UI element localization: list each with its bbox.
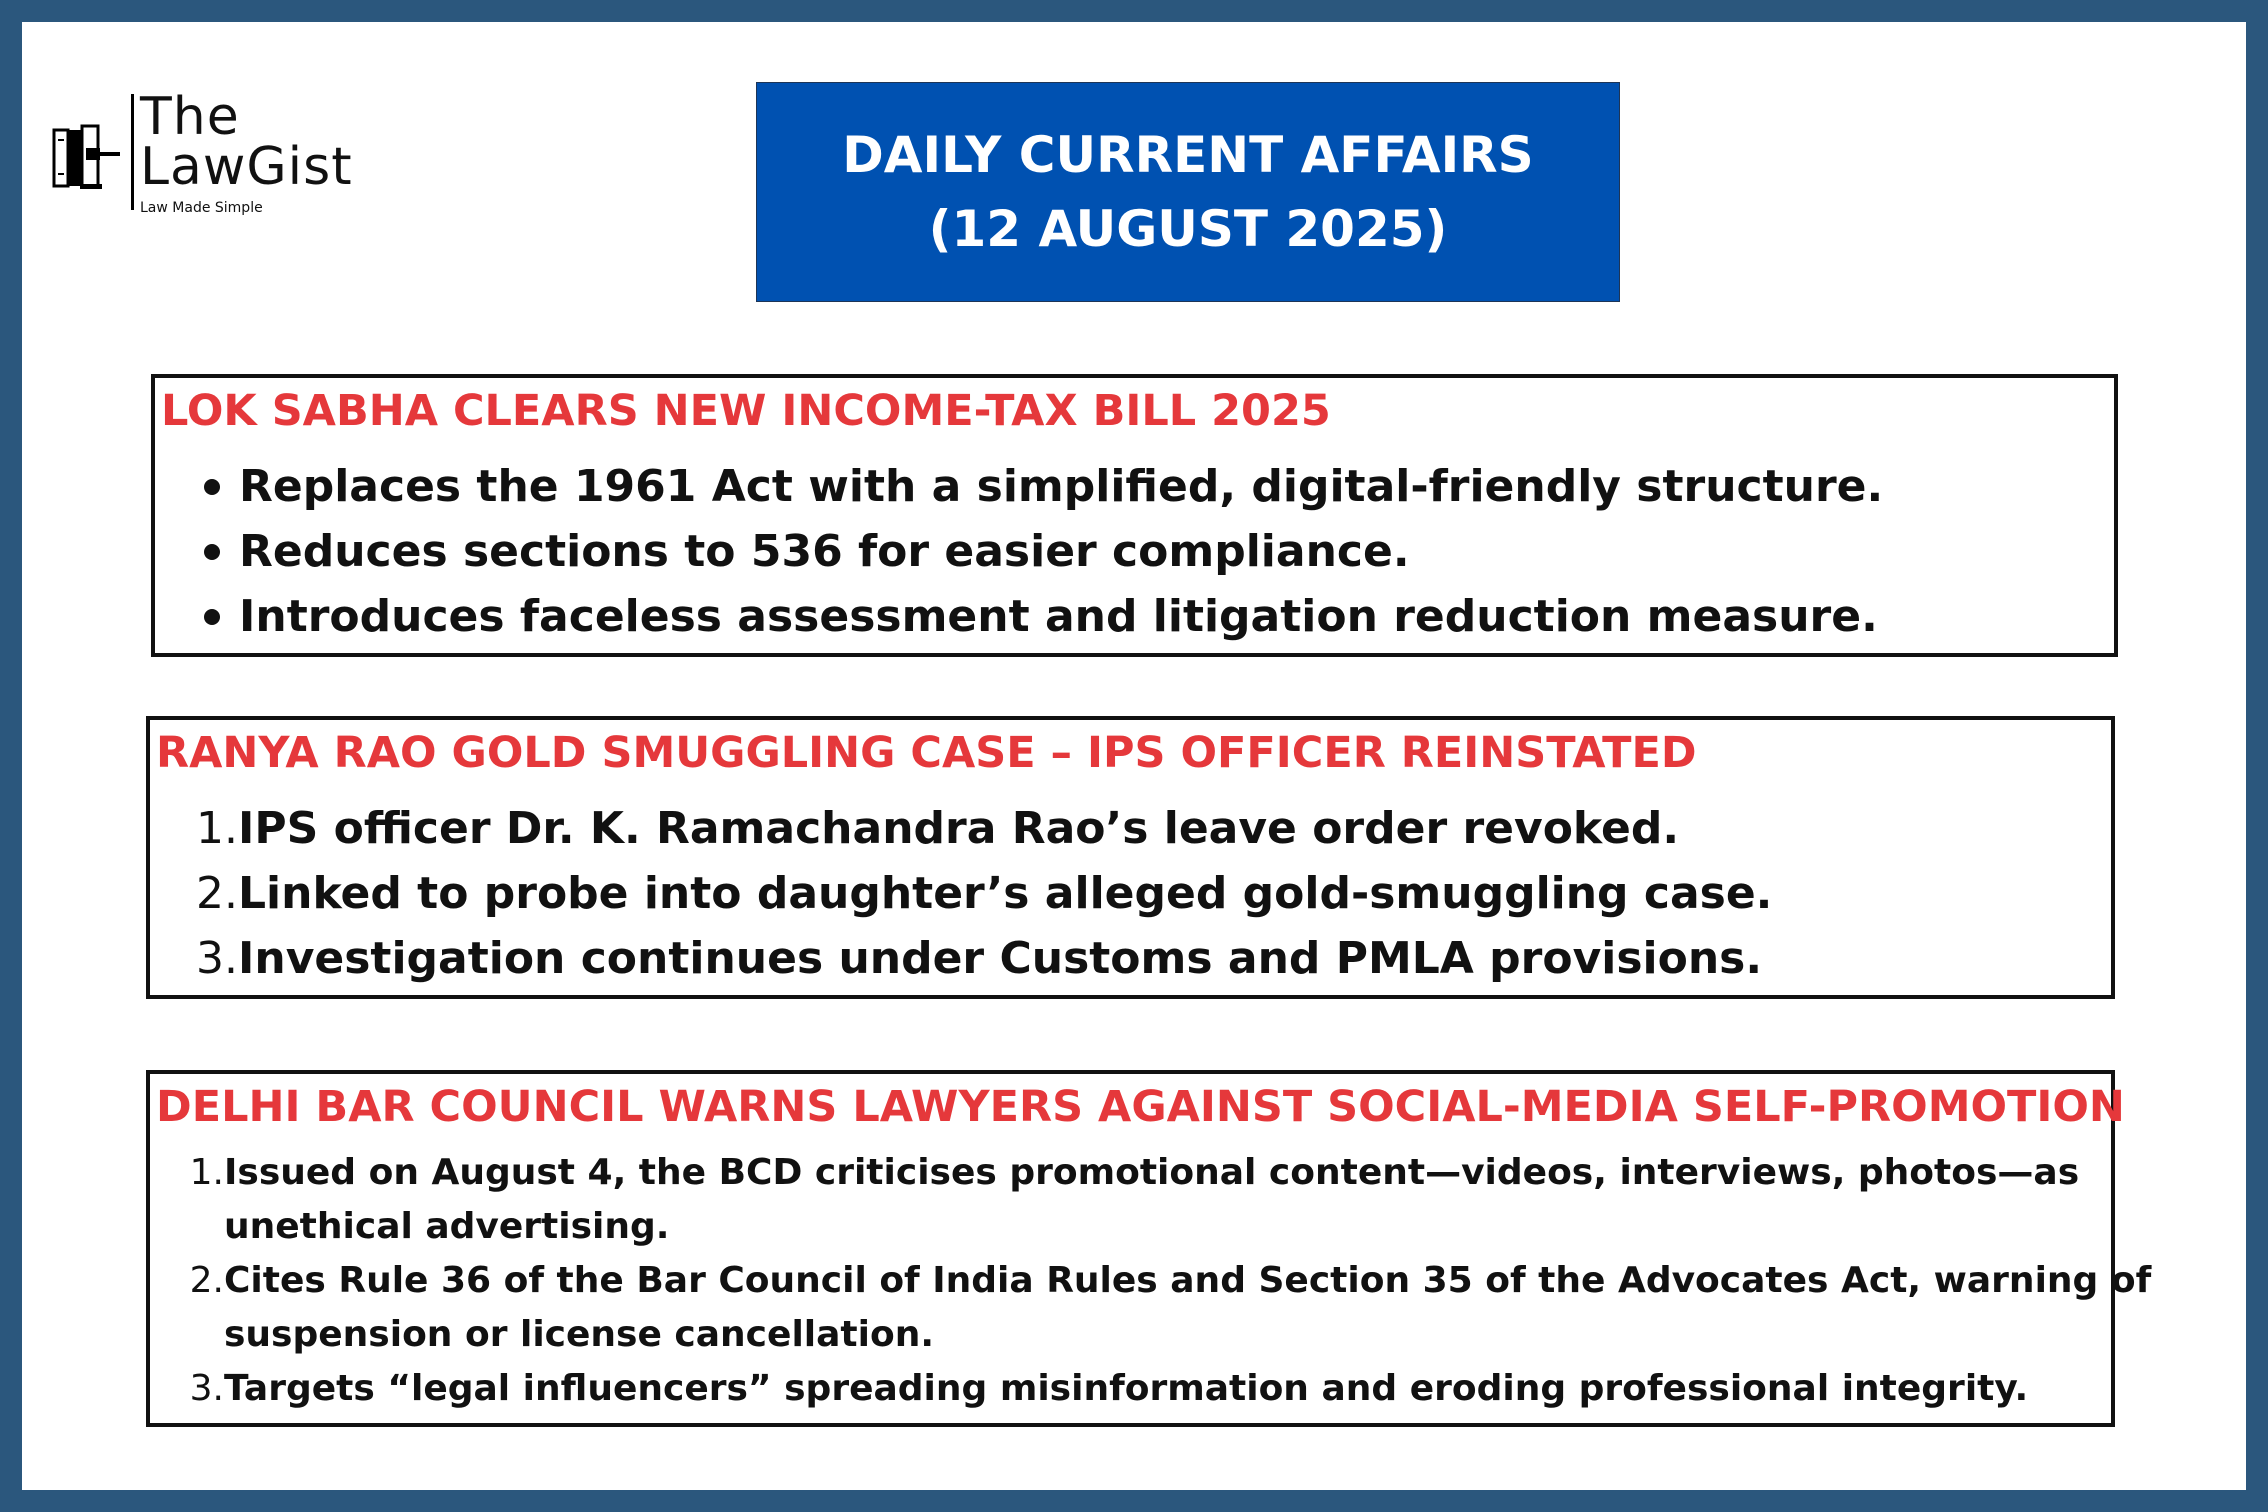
news-title: LOK SABHA CLEARS NEW INCOME-TAX BILL 2025 <box>161 386 1331 436</box>
brand-name-line1: The <box>140 87 240 147</box>
news-title: DELHI BAR COUNCIL WARNS LAWYERS AGAINST SOCIAL-MEDIA SELF-PROMOTION <box>156 1082 2125 1132</box>
law-book-gavel-icon <box>50 122 122 192</box>
brand-tagline: Law Made Simple <box>140 200 263 216</box>
list-number: 3. <box>196 933 238 984</box>
banner-date: (12 AUGUST 2025) <box>928 200 1448 258</box>
news-card-bar-council <box>146 1070 2152 1427</box>
list-item-text: Linked to probe into daughter’s alleged gold-smuggling case. <box>238 868 1773 919</box>
bullet-icon <box>204 544 220 560</box>
brand-logo <box>50 87 380 222</box>
news-title: RANYA RAO GOLD SMUGGLING CASE – IPS OFFICER REINSTATED <box>156 728 1697 778</box>
list-number: 3. <box>189 1368 224 1409</box>
list-number: 1. <box>189 1152 224 1193</box>
list-item-text: Introduces faceless assessment and litigation reduction measure. <box>239 591 1878 642</box>
list-item-text-line: Cites Rule 36 of the Bar Council of India Rules and Section 35 of the Advocates Act, warning of <box>224 1260 2152 1301</box>
list-item-text-line: Issued on August 4, the BCD criticises promotional content—videos, interviews, photos—as <box>224 1152 2080 1193</box>
list-item-text: Replaces the 1961 Act with a simplified, digital-friendly structure. <box>239 461 1884 512</box>
brand-name <box>140 87 353 197</box>
news-card-gold-smuggling <box>146 716 2115 999</box>
bullet-icon <box>204 479 220 495</box>
list-item-text: IPS officer Dr. K. Ramachandra Rao’s leave order revoked. <box>238 803 1680 854</box>
title-banner <box>756 82 1620 302</box>
list-item-text: Investigation continues under Customs and PMLA provisions. <box>238 933 1763 984</box>
brand-name-line2: LawGist <box>140 137 353 197</box>
list-item-text-line: suspension or license cancellation. <box>224 1314 934 1355</box>
list-item-text-line: unethical advertising. <box>224 1206 670 1247</box>
list-number: 2. <box>196 868 238 919</box>
list-item-text-line: Targets “legal influencers” spreading misinformation and eroding professional integrity. <box>224 1368 2029 1409</box>
banner-title: DAILY CURRENT AFFAIRS <box>842 126 1534 184</box>
bullet-icon <box>204 609 220 625</box>
logo-divider <box>131 94 134 210</box>
list-number: 2. <box>189 1260 224 1301</box>
list-item-text: Reduces sections to 536 for easier compliance. <box>239 526 1410 577</box>
list-number: 1. <box>196 803 238 854</box>
news-card-income-tax <box>151 374 2118 657</box>
